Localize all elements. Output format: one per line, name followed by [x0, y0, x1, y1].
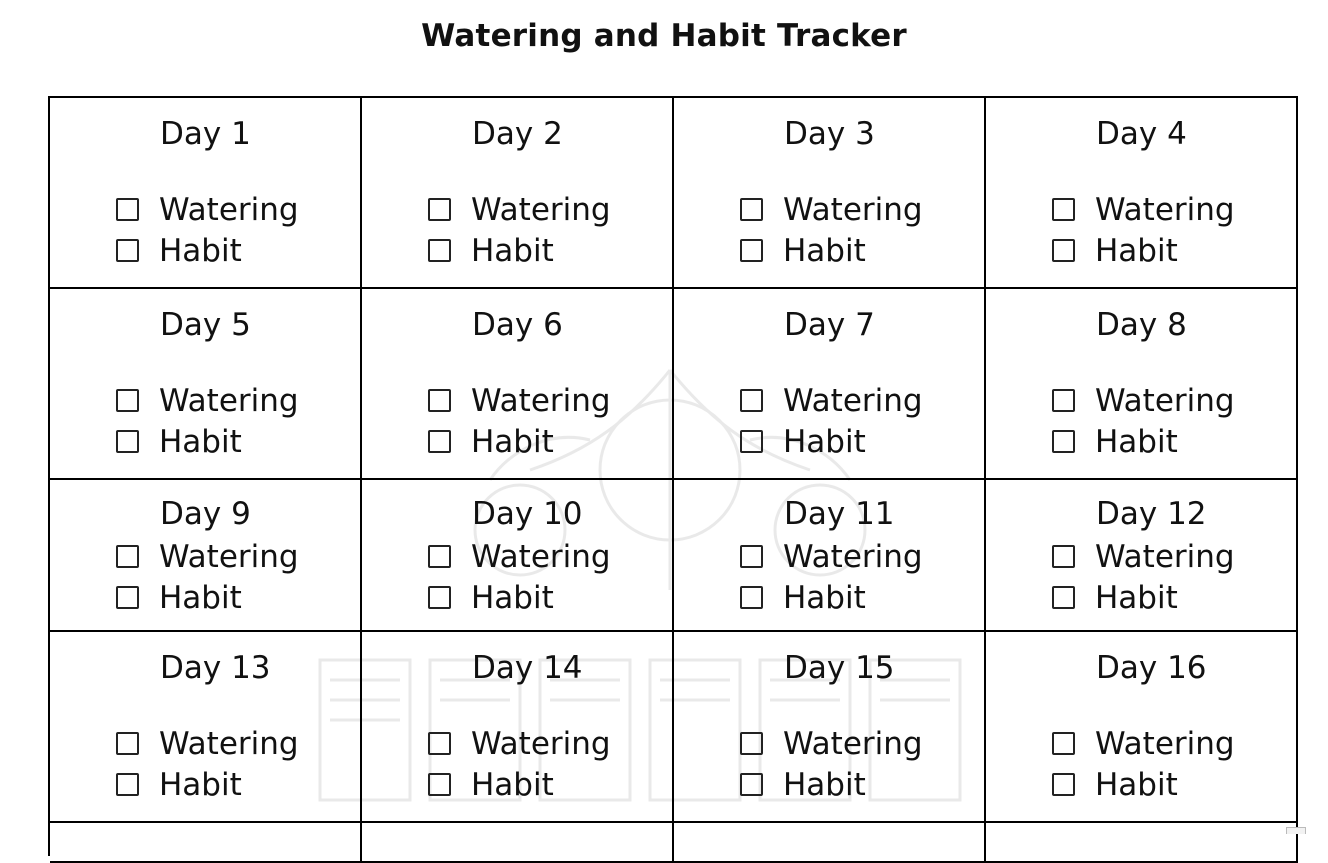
- habit-row: [1052, 421, 1282, 462]
- watering-checkbox[interactable]: [428, 732, 451, 755]
- habit-label: Habit: [1095, 232, 1178, 269]
- day-cell: [986, 480, 1298, 632]
- habit-row: [1052, 764, 1282, 805]
- watering-label: Watering: [159, 725, 299, 762]
- watering-checkbox[interactable]: [740, 732, 763, 755]
- habit-label: Habit: [1095, 423, 1178, 460]
- habit-row: [116, 577, 346, 618]
- day-label: Day 14: [472, 650, 583, 686]
- habit-row: [740, 421, 970, 462]
- day-label: Day 10: [472, 496, 583, 532]
- habit-row: [740, 577, 970, 618]
- watering-label: Watering: [1095, 538, 1235, 575]
- day-label: Day 4: [1096, 116, 1187, 152]
- page-title: Watering and Habit Tracker: [421, 18, 907, 54]
- watering-label: Watering: [1095, 725, 1235, 762]
- checklist: [740, 380, 970, 462]
- habit-label: Habit: [159, 423, 242, 460]
- watering-row: [740, 189, 970, 230]
- watering-row: [116, 189, 346, 230]
- watering-checkbox[interactable]: [428, 545, 451, 568]
- day-cell: [50, 480, 362, 632]
- habit-label: Habit: [783, 423, 866, 460]
- watering-row: [1052, 723, 1282, 764]
- watering-checkbox[interactable]: [1052, 545, 1075, 568]
- watering-label: Watering: [159, 191, 299, 228]
- checklist: [1052, 723, 1282, 805]
- watering-label: Watering: [1095, 382, 1235, 419]
- habit-label: Habit: [159, 579, 242, 616]
- habit-label: Habit: [471, 232, 554, 269]
- watering-checkbox[interactable]: [116, 389, 139, 412]
- watering-checkbox[interactable]: [740, 198, 763, 221]
- day-cell: [50, 98, 362, 289]
- checklist: [116, 380, 346, 462]
- habit-label: Habit: [783, 232, 866, 269]
- checklist: [428, 723, 658, 805]
- checklist: [1052, 380, 1282, 462]
- day-cell: [362, 632, 674, 823]
- day-label: Day 7: [784, 307, 875, 343]
- day-label: Day 3: [784, 116, 875, 152]
- day-label: Day 13: [160, 650, 271, 686]
- habit-checkbox[interactable]: [1052, 586, 1075, 609]
- habit-label: Habit: [471, 766, 554, 803]
- day-cell: [986, 289, 1298, 480]
- watering-row: [1052, 536, 1282, 577]
- checklist: [116, 723, 346, 805]
- day-cell: [674, 480, 986, 632]
- habit-checkbox[interactable]: [428, 773, 451, 796]
- watering-checkbox[interactable]: [1052, 389, 1075, 412]
- day-label: Day 9: [160, 496, 251, 532]
- watering-row: [428, 380, 658, 421]
- day-label: Day 2: [472, 116, 563, 152]
- habit-row: [1052, 577, 1282, 618]
- habit-label: Habit: [159, 232, 242, 269]
- day-cell: [362, 98, 674, 289]
- watering-row: [1052, 189, 1282, 230]
- day-label: Day 5: [160, 307, 251, 343]
- watering-row: [428, 723, 658, 764]
- watering-checkbox[interactable]: [116, 732, 139, 755]
- watering-checkbox[interactable]: [1052, 732, 1075, 755]
- day-cell: [50, 289, 362, 480]
- day-cell: [986, 98, 1298, 289]
- day-cell: [674, 98, 986, 289]
- habit-checkbox[interactable]: [428, 430, 451, 453]
- watering-row: [428, 189, 658, 230]
- watering-label: Watering: [783, 191, 923, 228]
- habit-checkbox[interactable]: [740, 430, 763, 453]
- habit-checkbox[interactable]: [116, 430, 139, 453]
- day-cell: [362, 480, 674, 632]
- watering-label: Watering: [159, 382, 299, 419]
- scroll-handle[interactable]: [1286, 827, 1306, 834]
- watering-label: Watering: [783, 382, 923, 419]
- day-cell: [986, 632, 1298, 823]
- habit-checkbox[interactable]: [1052, 239, 1075, 262]
- watering-label: Watering: [159, 538, 299, 575]
- habit-label: Habit: [471, 423, 554, 460]
- habit-checkbox[interactable]: [428, 586, 451, 609]
- watering-checkbox[interactable]: [116, 198, 139, 221]
- habit-checkbox[interactable]: [1052, 430, 1075, 453]
- day-cell: [50, 823, 362, 863]
- day-cell: [986, 823, 1298, 863]
- watering-row: [116, 723, 346, 764]
- day-label: Day 6: [472, 307, 563, 343]
- watering-checkbox[interactable]: [740, 389, 763, 412]
- habit-checkbox[interactable]: [1052, 773, 1075, 796]
- habit-checkbox[interactable]: [116, 239, 139, 262]
- checklist: [740, 189, 970, 271]
- watering-label: Watering: [1095, 191, 1235, 228]
- day-label: Day 16: [1096, 650, 1207, 686]
- habit-checkbox[interactable]: [116, 773, 139, 796]
- checklist: [740, 723, 970, 805]
- habit-label: Habit: [471, 579, 554, 616]
- habit-row: [116, 764, 346, 805]
- watering-checkbox[interactable]: [1052, 198, 1075, 221]
- watering-label: Watering: [783, 725, 923, 762]
- watering-row: [740, 536, 970, 577]
- habit-row: [116, 421, 346, 462]
- day-cell: [50, 632, 362, 823]
- watering-label: Watering: [471, 725, 611, 762]
- habit-row: [428, 764, 658, 805]
- habit-checkbox[interactable]: [740, 239, 763, 262]
- watering-row: [1052, 380, 1282, 421]
- day-label: Day 12: [1096, 496, 1207, 532]
- habit-label: Habit: [783, 579, 866, 616]
- checklist: [116, 189, 346, 271]
- habit-checkbox[interactable]: [740, 773, 763, 796]
- day-cell: [674, 289, 986, 480]
- habit-row: [1052, 230, 1282, 271]
- watering-row: [116, 536, 346, 577]
- watering-checkbox[interactable]: [116, 545, 139, 568]
- watering-label: Watering: [783, 538, 923, 575]
- watering-checkbox[interactable]: [428, 198, 451, 221]
- checklist: [116, 536, 346, 618]
- habit-checkbox[interactable]: [116, 586, 139, 609]
- habit-checkbox[interactable]: [428, 239, 451, 262]
- watering-label: Watering: [471, 538, 611, 575]
- habit-row: [740, 764, 970, 805]
- watering-row: [740, 723, 970, 764]
- watering-row: [740, 380, 970, 421]
- watering-row: [116, 380, 346, 421]
- habit-row: [116, 230, 346, 271]
- checklist: [1052, 189, 1282, 271]
- habit-row: [740, 230, 970, 271]
- day-label: Day 11: [784, 496, 895, 532]
- day-cell: [362, 823, 674, 863]
- watering-row: [428, 536, 658, 577]
- watering-checkbox[interactable]: [428, 389, 451, 412]
- day-cell: [674, 632, 986, 823]
- checklist: [740, 536, 970, 618]
- checklist: [428, 189, 658, 271]
- day-label: Day 1: [160, 116, 251, 152]
- habit-label: Habit: [1095, 766, 1178, 803]
- habit-row: [428, 577, 658, 618]
- habit-checkbox[interactable]: [740, 586, 763, 609]
- habit-label: Habit: [1095, 579, 1178, 616]
- day-label: Day 15: [784, 650, 895, 686]
- checklist: [428, 536, 658, 618]
- day-cell: [362, 289, 674, 480]
- day-label: Day 8: [1096, 307, 1187, 343]
- tracker-grid: [48, 96, 1298, 856]
- habit-label: Habit: [159, 766, 242, 803]
- checklist: [1052, 536, 1282, 618]
- habit-row: [428, 421, 658, 462]
- checklist: [428, 380, 658, 462]
- watering-label: Watering: [471, 191, 611, 228]
- watering-checkbox[interactable]: [740, 545, 763, 568]
- habit-label: Habit: [783, 766, 866, 803]
- watering-label: Watering: [471, 382, 611, 419]
- habit-row: [428, 230, 658, 271]
- day-cell: [674, 823, 986, 863]
